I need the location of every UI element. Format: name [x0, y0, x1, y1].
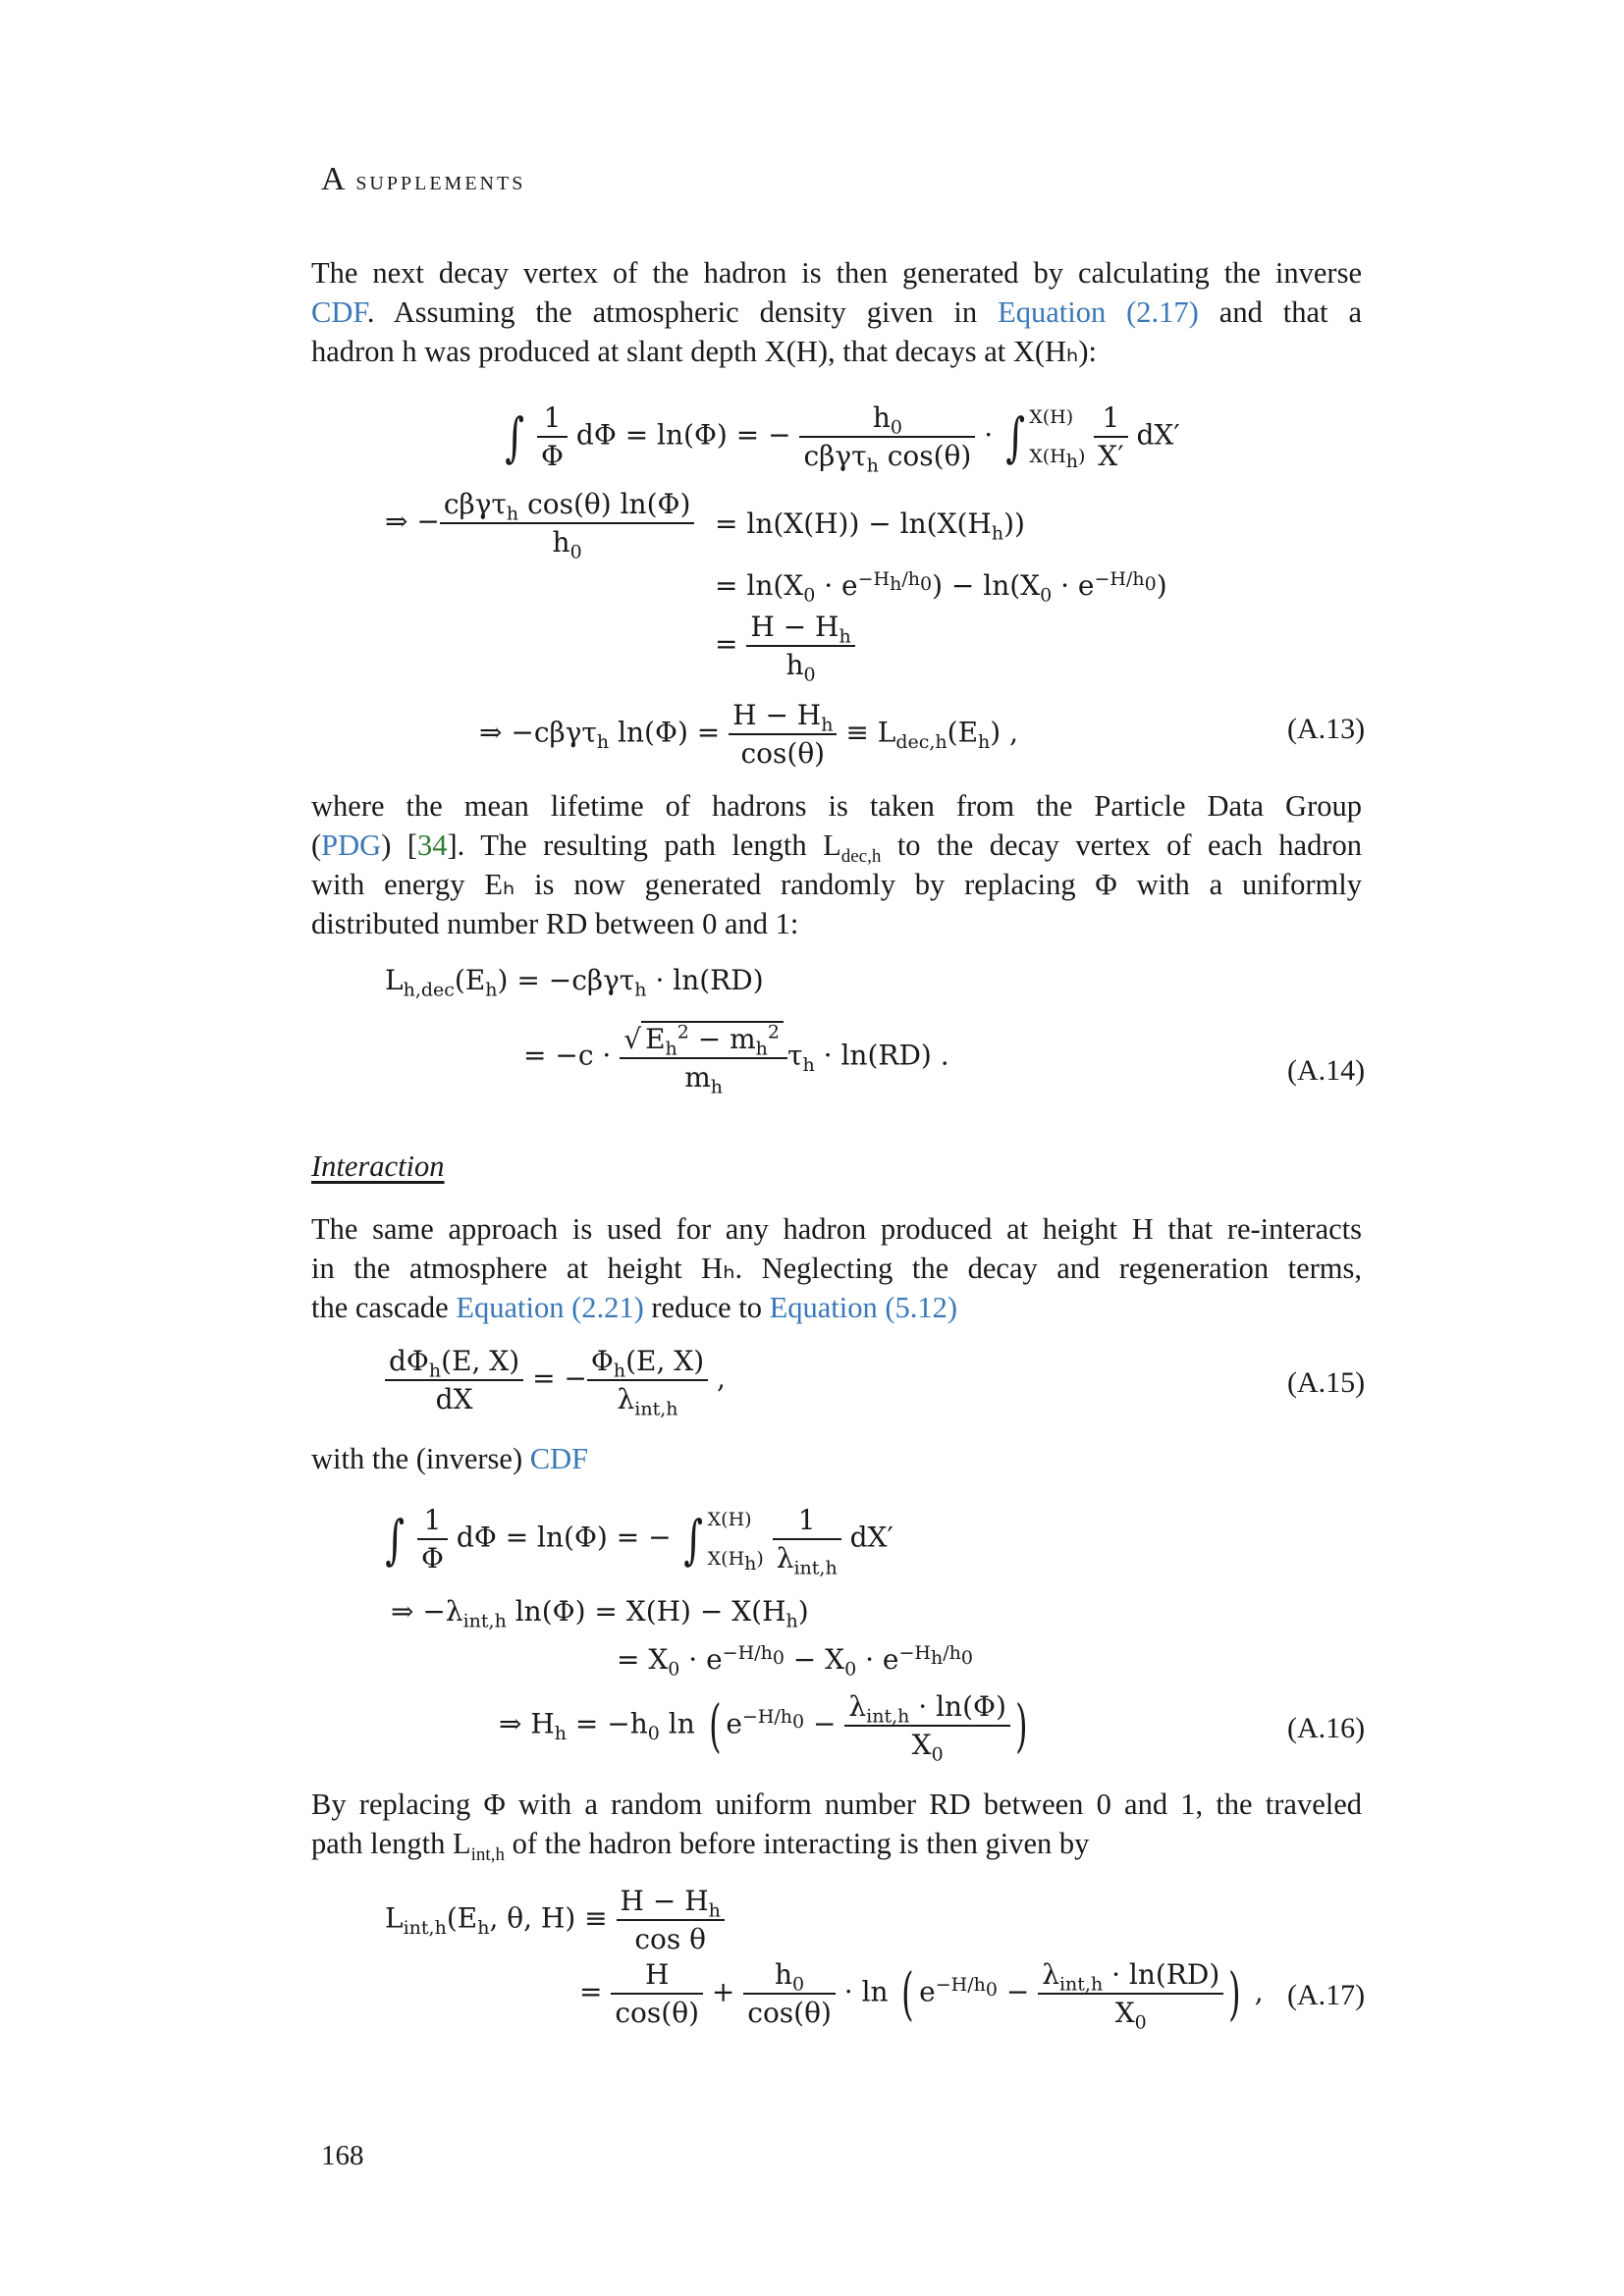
subscript: int,h: [470, 1844, 505, 1866]
equation-number: (A.17): [1287, 1979, 1366, 2011]
text-line: [311, 1439, 1362, 1478]
equation-line: = $\ln(X(H)) - \ln(X(H_h))$: [715, 507, 1025, 545]
equation-line: = −c · $\frac{√ E_h^2 - m_h^2}{m_h}$ $\tau_h \cdot \ln(RD)$ .: [523, 1021, 949, 1098]
paragraph-path-length: [311, 1785, 1362, 1866]
paragraph-lifetime: [311, 786, 1362, 943]
text-line: where the mean lifetime of hadrons is taken from the Particle Data Group: [311, 789, 1362, 823]
equation-line: ⇒ $H_h = -h_0$ ln ( $e^{-H/h_0}$ − $\frac{\lambda_{int,h} \cdot \ln(\Phi)}{X_0}$ ): [499, 1690, 1028, 1766]
page-number: 168: [321, 2140, 364, 2171]
appendix-letter: A: [321, 161, 348, 197]
paragraph-intro: [311, 253, 1362, 371]
text-span: reduce to: [643, 1291, 770, 1324]
citation-link[interactable]: 34: [417, 828, 448, 862]
text-line: [311, 826, 1363, 868]
subscript: dec,h: [840, 846, 882, 868]
text-span: . Assuming the atmospheric density given in: [366, 295, 999, 329]
section-title: Interaction: [311, 1149, 445, 1183]
text-span: the cascade: [311, 1291, 457, 1324]
text-line: in the atmosphere at height Hₕ. Neglecting the decay and regeneration terms,: [311, 1252, 1362, 1285]
text-line: The next decay vertex of the hadron is then generated by calculating the inverse: [311, 256, 1362, 290]
section-heading: [311, 1147, 1362, 1186]
text-line: The same approach is used for any hadron produced at height H that re-interacts: [311, 1212, 1362, 1246]
cdf-link[interactable]: CDF: [529, 1442, 589, 1475]
equation-line: = $\ln(X_0 \cdot e^{-H_h/h_0}) - \ln(X_0 \cdot e^{-H/h_0})$: [715, 567, 1167, 607]
equation-line: ⇒ −cβγτ$_h$ ln(Φ) = $\frac{H - H_h}{\cos(\theta)}$ ≡ $L_{dec,h}(E_h)$ ,: [479, 699, 1019, 770]
text-span: of the hadron before interacting is then given by: [504, 1827, 1090, 1860]
equation-line: ∫ $\frac{1}{\Phi}$ dΦ = ln(Φ) = − ∫ X(H) $X(H_h)$ $\frac{1}{\lambda_{int,h}}$ dX′: [385, 1504, 893, 1579]
equation-number: (A.14): [1287, 1054, 1366, 1087]
equation-line: = $\frac{H - H_h}{h_0}$: [715, 611, 855, 681]
paragraph-inverse-cdf: [311, 1439, 1362, 1478]
text-span: ]. The resulting path length L: [447, 828, 841, 862]
equation-line: $L_{int,h}(E_h$, θ, H) ≡ $\frac{H - H_h}{\text{cos θ}}$: [385, 1885, 725, 1955]
equation-line: ⇒ − $\frac{c\beta\gamma\tau_h \cos(\theta) \ln(\Phi)}{h_0}$: [385, 488, 694, 559]
text-line: with energy Eₕ is now generated randomly by replacing Φ with a uniformly: [311, 868, 1362, 901]
pdg-link[interactable]: PDG: [321, 828, 382, 862]
text-span: to the decay vertex of each hadron: [881, 828, 1363, 862]
equation-line: ⇒ $-\lambda_{int,h}$ $\ln(\Phi) = X(H) - X(H_h)$: [391, 1595, 809, 1632]
text-line: By replacing Φ with a random uniform number RD between 0 and 1, the traveled: [311, 1788, 1362, 1821]
text-line: distributed number RD between 0 and 1:: [311, 907, 799, 940]
text-span: (: [311, 828, 322, 862]
equation-5-12-link[interactable]: Equation (5.12): [769, 1291, 958, 1324]
equation-line: = $\frac{H}{\cos(\theta)}$ + $\frac{h_0}{\cos(\theta)}$ · ln ( $e^{-H/h_0}$ − $\frac{\lambda_{int,h} \cdot \ln(RD)}{X_0}$ ) ,: [579, 1958, 1264, 2034]
text-line: [311, 293, 1362, 332]
text-span: and that a: [1198, 295, 1362, 329]
equation-line: $\frac{d\Phi_h(E, X)}{dX}$ = − $\frac{\Phi_h(E, X)}{\lambda_{int,h}}$ ,: [385, 1345, 726, 1415]
text-line: [311, 1288, 1362, 1327]
text-span: with the (inverse): [311, 1442, 530, 1475]
appendix-title: supplements: [355, 165, 526, 196]
equation-line: $L_{h,dec}(E_h) = -c\beta\gamma\tau_h \cdot \ln(RD)$: [385, 964, 764, 1001]
equation-line: ∫ $\frac{1}{\Phi}$ dΦ = ln(Φ) = − $\frac{h_0}{c\beta\gamma\tau_h \cos(\theta)}$ · ∫ X(H) $X(H_h)$ $\frac{1}{X'}$ dX′: [505, 401, 1180, 477]
text-span: ) [: [381, 828, 417, 862]
equation-number: (A.16): [1287, 1712, 1366, 1744]
equation-line: = $X_0 \cdot e^{-H/h_0} - X_0 \cdot e^{-H_h/h_0}$: [617, 1641, 973, 1681]
paragraph-interaction: [311, 1209, 1362, 1327]
text-line: [311, 1824, 1362, 1866]
text-span: path length L: [311, 1827, 471, 1860]
running-header: [321, 161, 525, 198]
equation-number: (A.13): [1287, 713, 1366, 745]
text-line: hadron h was produced at slant depth X(H), that decays at X(Hₕ):: [311, 335, 1097, 368]
cdf-link[interactable]: CDF: [311, 295, 367, 329]
equation-2-21-link[interactable]: Equation (2.21): [456, 1291, 644, 1324]
equation-2-17-link[interactable]: Equation (2.17): [998, 295, 1199, 329]
equation-number: (A.15): [1287, 1366, 1366, 1399]
